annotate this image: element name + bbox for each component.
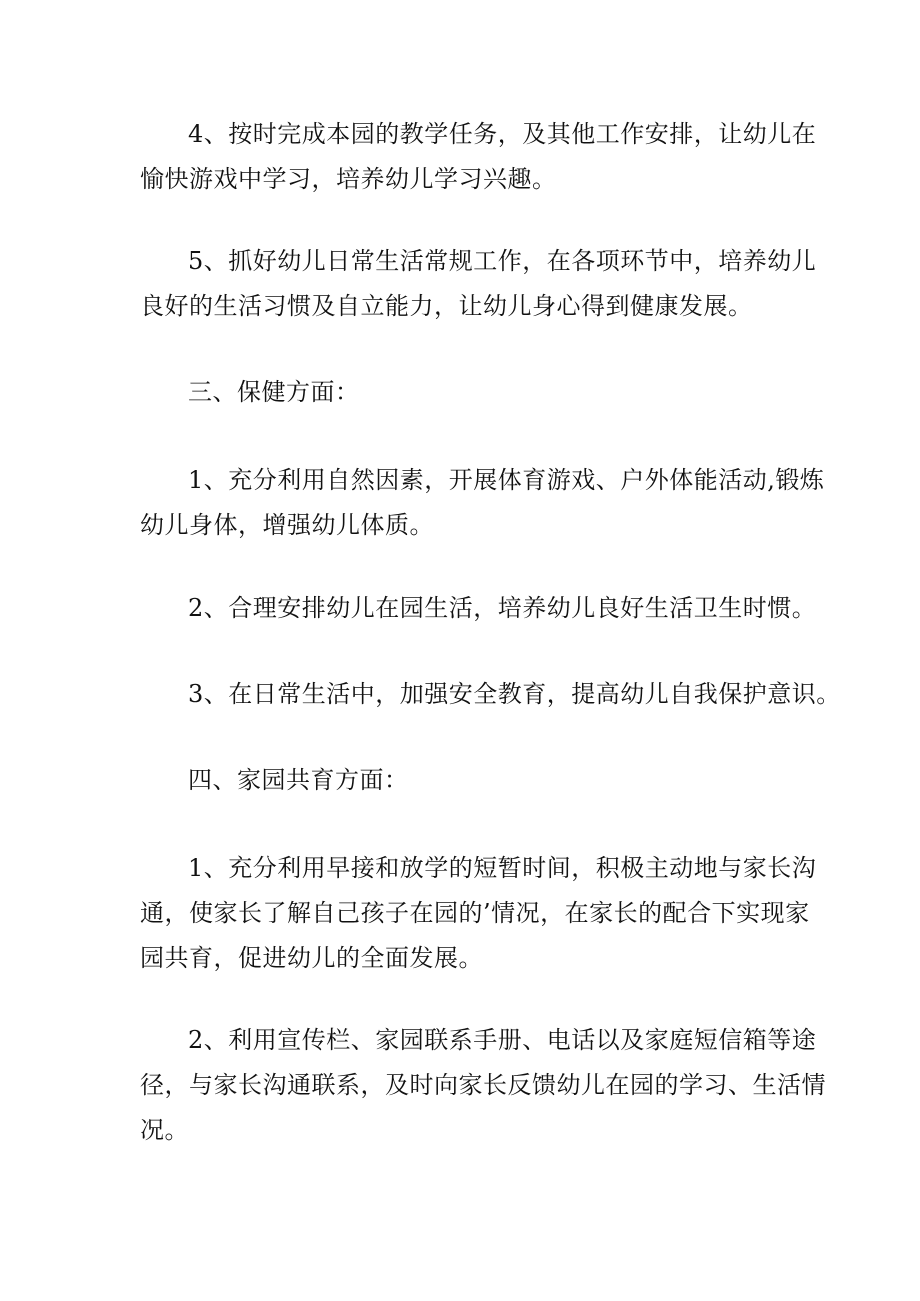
text-line: 1、充分利用自然因素，开展体育游戏、户外体能活动,锻炼	[188, 466, 825, 494]
section-heading-health: 三、保健方面：	[188, 378, 360, 406]
text-line: 园共育，促进幼儿的全面发展。	[140, 944, 483, 972]
text-line: 愉快游戏中学习，培养幼儿学习兴趣。	[140, 165, 557, 193]
text-line: 2、合理安排幼儿在园生活，培养幼儿良好生活卫生时惯。	[188, 594, 817, 622]
paragraph-health-3	[140, 672, 841, 717]
paragraph-teaching-task	[140, 112, 820, 202]
text-line: 况。	[140, 1116, 189, 1144]
paragraph-health-1	[140, 458, 825, 548]
text-line: 通，使家长了解自己孩子在园的’情况，在家长的配合下实现家	[140, 899, 810, 927]
paragraph-health-2	[140, 586, 820, 631]
text-line: 5、抓好幼儿日常生活常规工作，在各项环节中，培养幼儿	[188, 247, 817, 275]
text-line: 1、充分利用早接和放学的短暂时间，积极主动地与家长沟	[188, 854, 817, 882]
text-line: 径，与家长沟通联系，及时向家长反馈幼儿在园的学习、生活情	[140, 1071, 826, 1099]
paragraph-daily-routine	[140, 239, 820, 329]
text-line: 良好的生活习惯及自立能力，让幼儿身心得到健康发展。	[140, 292, 753, 320]
text-line: 3、在日常生活中，加强安全教育，提高幼儿自我保护意识。	[188, 680, 841, 708]
text-line: 4、按时完成本园的教学任务，及其他工作安排，让幼儿在	[188, 120, 817, 148]
text-line: 2、利用宣传栏、家园联系手册、电话以及家庭短信箱等途	[188, 1026, 817, 1054]
text-line: 幼儿身体，增强幼儿体质。	[140, 511, 434, 539]
paragraph-home-school-1	[140, 846, 820, 981]
section-heading-home-school: 四、家园共育方面：	[188, 766, 409, 794]
paragraph-home-school-2	[140, 1018, 826, 1153]
